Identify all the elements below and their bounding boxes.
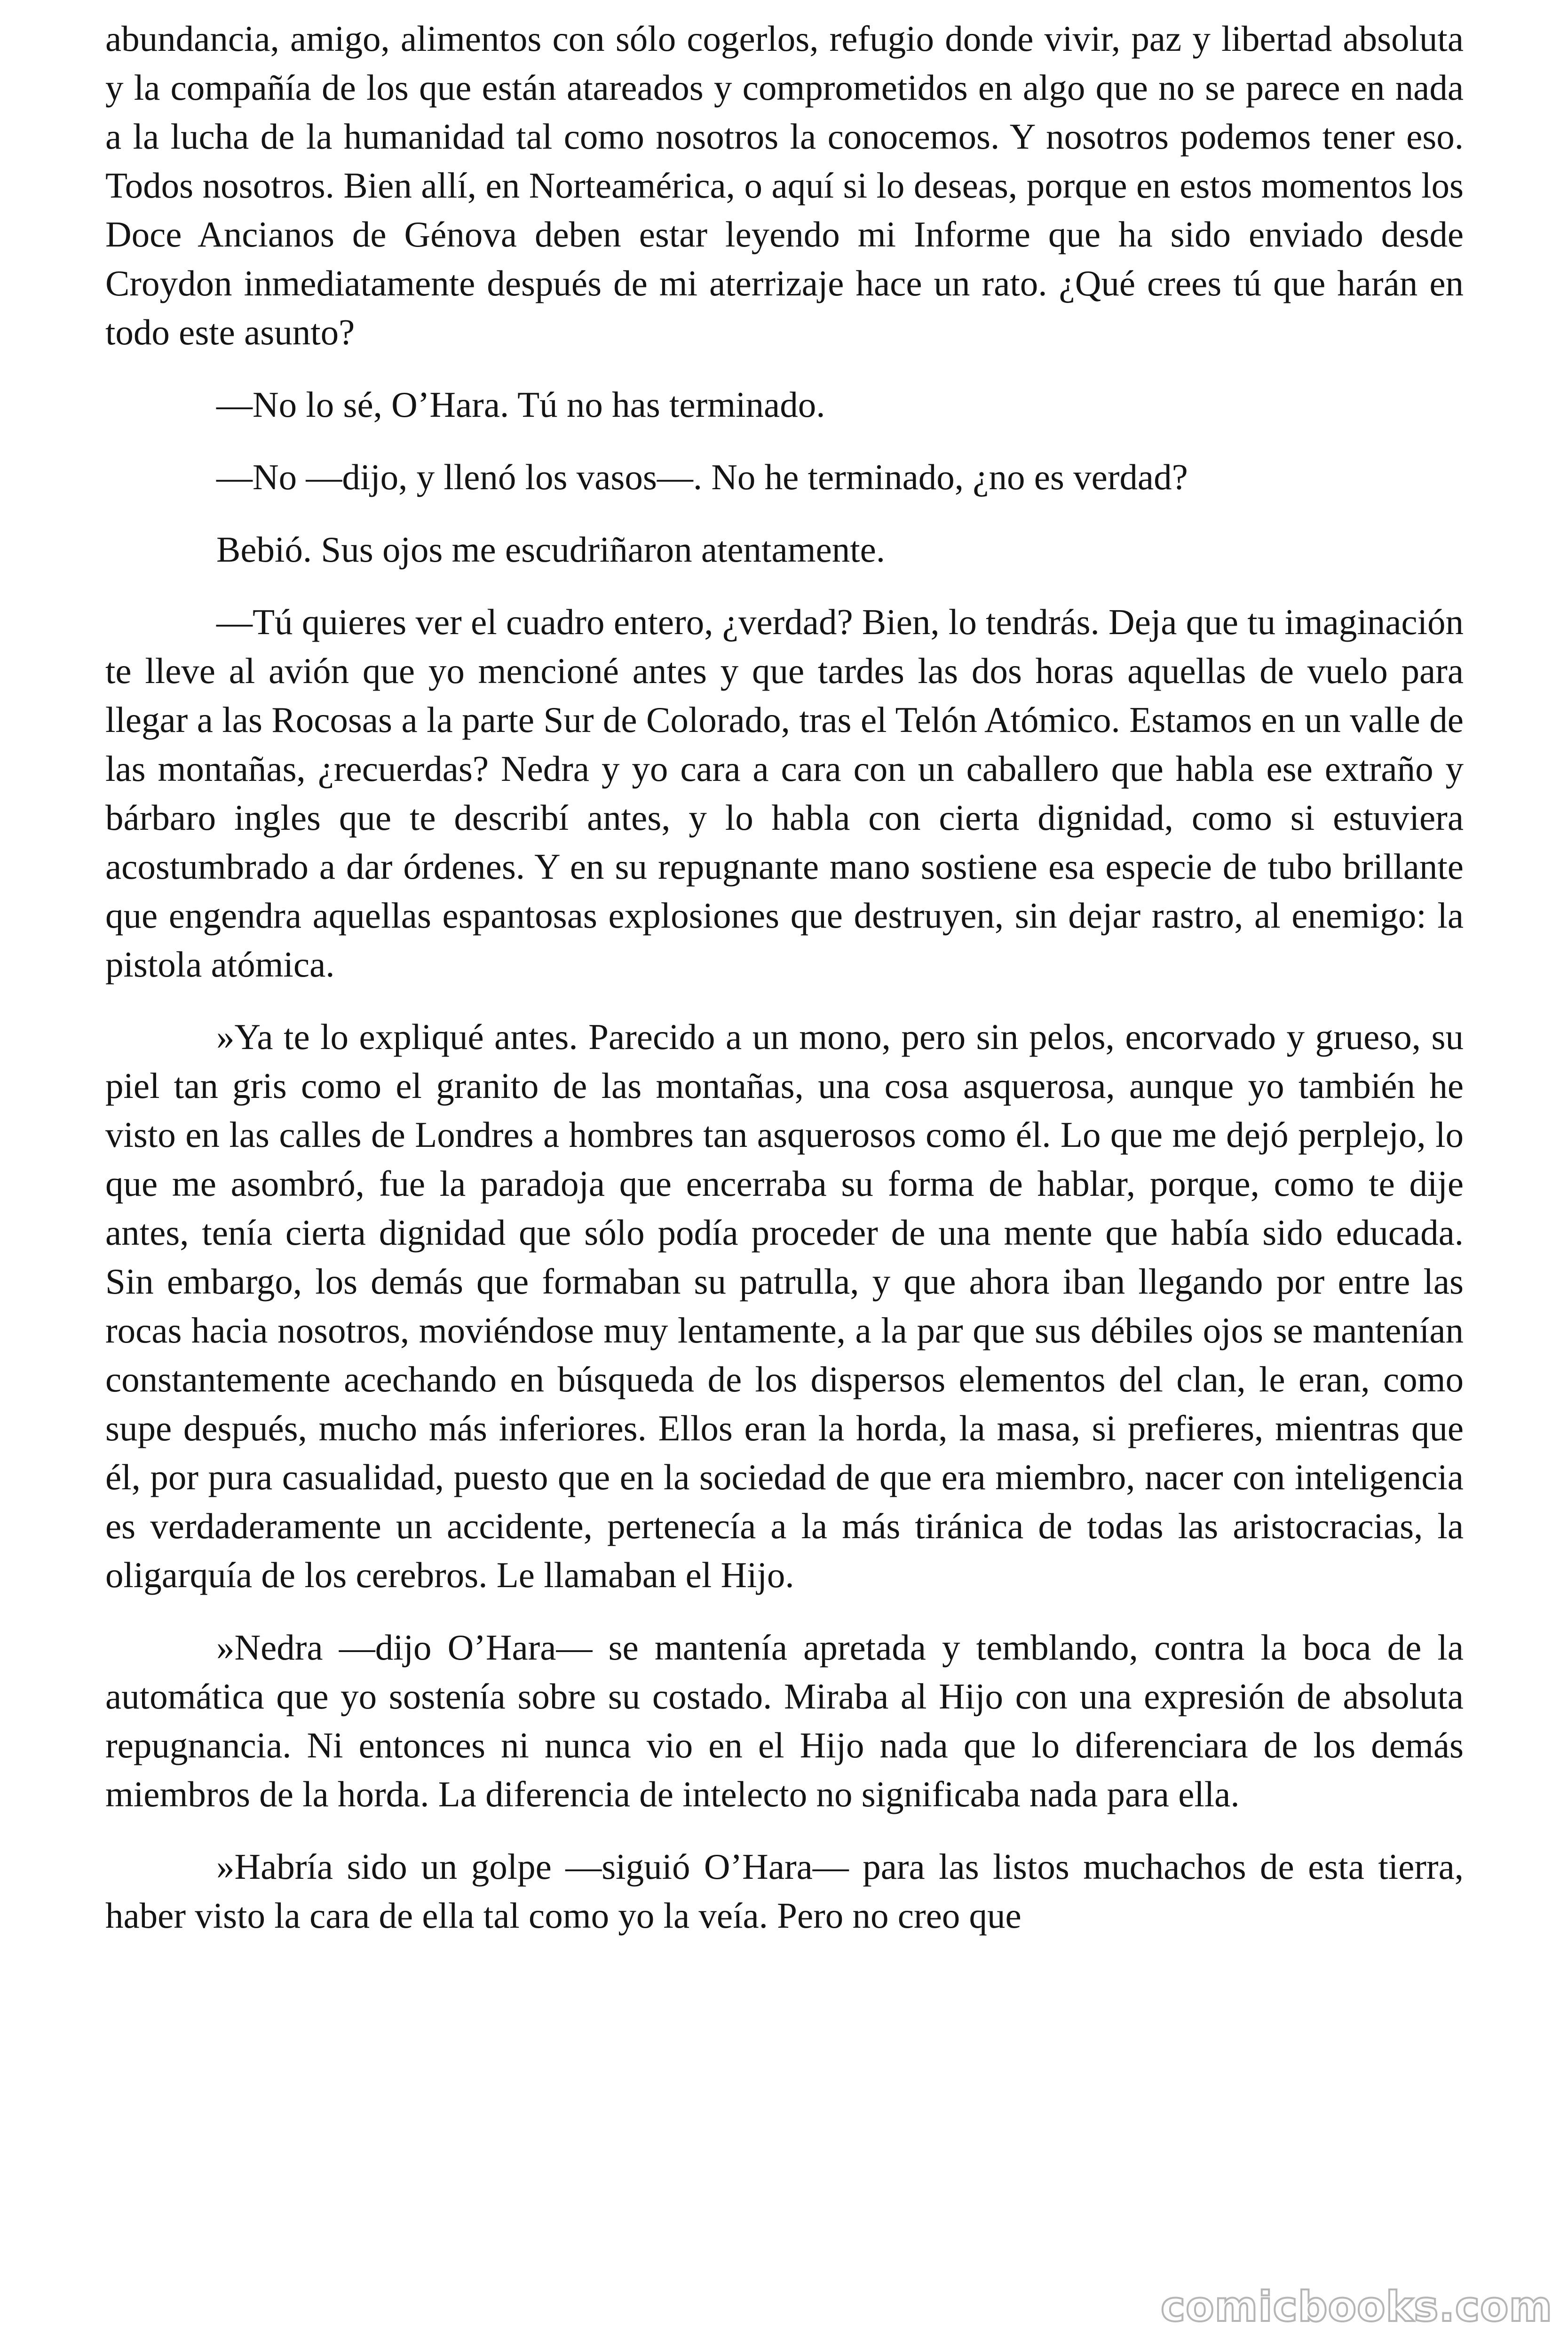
book-page: [105, 14, 1464, 1963]
paragraph-nedra: »Nedra —dijo O’Hara— se mantenía apretada y temblando, contra la boca de la automática que yo sostenía sobre su costado. Miraba al Hijo con una expresión de absoluta repugnancia. Ni entonces ni nunca vio en el Hijo nada que lo diferenciara de los demás miembros de la horda. La diferencia de intelecto no significaba nada para ella.: [105, 1627, 1464, 1814]
paragraph-continued: abundancia, amigo, alimentos con sólo cogerlos, refugio donde vivir, paz y libertad absoluta y la compañía de los que están atareados y comprometidos en algo que no se parece en nada a la lucha de la humanidad tal como nosotros la conocemos. Y nosotros podemos tener eso. Todos nosotros. Bien allí, en Norteamérica, o aquí si lo deseas, porque en estos momentos los Doce Ancianos de Génova deben estar leyendo mi Informe que ha sido enviado desde Croydon inmediatamente después de mi aterrizaje hace un rato. ¿Qué crees tú que harán en todo este asunto?: [105, 18, 1464, 352]
paragraph-bebio: Bebió. Sus ojos me escudriñaron atentamente.: [216, 529, 886, 570]
watermark-logo: comicbooks.com: [1161, 2282, 1553, 2331]
paragraph-dialogue-no-dijo: —No —dijo, y llenó los vasos—. No he terminado, ¿no es verdad?: [216, 457, 1188, 497]
paragraph-cuadro-entero: —Tú quieres ver el cuadro entero, ¿verdad? Bien, lo tendrás. Deja que tu imaginación te lleve al avión que yo mencioné antes y que tardes las dos horas aquellas de vuelo para llegar a las Rocosas a la parte Sur de Colorado, tras el Telón Atómico. Estamos en un valle de las montañas, ¿recuerdas? Nedra y yo cara a cara con un caballero que habla ese extraño y bárbaro ingles que te describí antes, y lo habla con cierta dignidad, como si estuviera acostumbrado a dar órdenes. Y en su repugnante mano sostiene esa especie de tubo brillante que engendra aquellas espantosas explosiones que destruyen, sin dejar rastro, al enemigo: la pistola atómica.: [105, 602, 1464, 985]
paragraph-dialogue-no-lo-se: —No lo sé, O’Hara. Tú no has terminado.: [216, 384, 825, 425]
paragraph-ya-te-lo-explique: »Ya te lo expliqué antes. Parecido a un mono, pero sin pelos, encorvado y grueso, su piel tan gris como el granito de las montañas, una cosa asquerosa, aunque yo también he visto en las calles de Londres a hombres tan asquerosos como él. Lo que me dejó perplejo, lo que me asombró, fue la paradoja que encerraba su forma de hablar, porque, como te dije antes, tenía cierta dignidad que sólo podía proceder de una mente que había sido educada. Sin embargo, los demás que formaban su patrulla, y que ahora iban llegando por entre las rocas hacia nosotros, moviéndose muy lentamente, a la par que sus débiles ojos se mantenían constantemente acechando en búsqueda de los dispersos elementos del clan, le eran, como supe después, mucho más inferiores. Ellos eran la horda, la masa, si prefieres, mientras que él, por pura casualidad, puesto que en la sociedad de que era miembro, nacer con inteligencia es verdaderamente un accidente, pertenecía a la más tiránica de todas las aristocracias, la oligarquía de los cerebros. Le llamaban el Hijo.: [105, 1017, 1464, 1595]
paragraph-habria-sido: »Habría sido un golpe —siguió O’Hara— para las listos muchachos de esta tierra, haber visto la cara de ella tal como yo la veía. Pero no creo que: [105, 1846, 1464, 1936]
